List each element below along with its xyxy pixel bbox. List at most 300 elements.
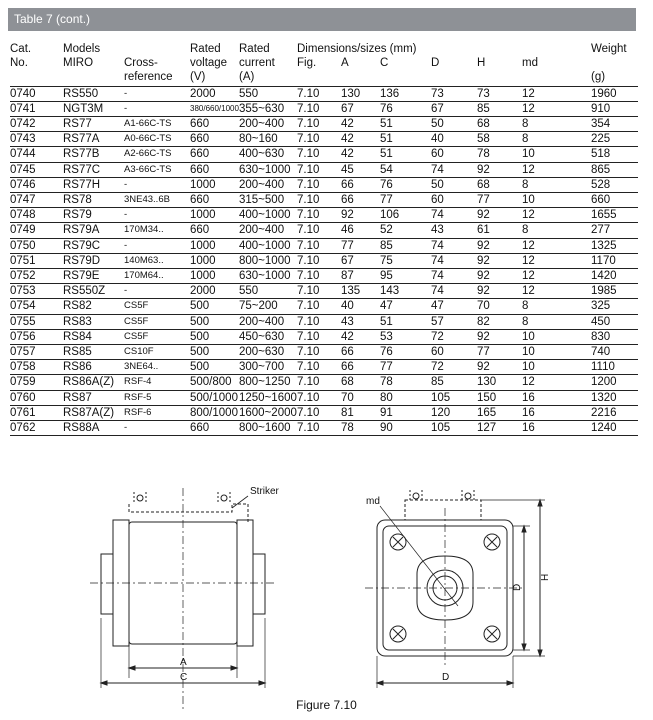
cell-i: 630~1000 (239, 162, 297, 177)
cell-xref: 3NE43..6B (124, 193, 190, 208)
cell-v: 500 (190, 299, 239, 314)
cell-c: 80 (380, 390, 431, 405)
table-row (10, 223, 638, 238)
cell-c: 51 (380, 314, 431, 329)
cell-c: 95 (380, 269, 431, 284)
cell-a: 66 (341, 345, 380, 360)
cell-h: 92 (477, 238, 522, 253)
cell-miro: RS87A(Z) (63, 405, 124, 420)
cell-v: 380/660/1000 (190, 101, 239, 116)
figure-caption: Figure 7.10 (296, 698, 357, 712)
cell-w: 1110 (591, 360, 638, 375)
cell-d: 72 (431, 360, 477, 375)
cell-w: 450 (591, 314, 638, 329)
cell-h: 61 (477, 223, 522, 238)
cell-a: 42 (341, 147, 380, 162)
cell-xref: - (124, 238, 190, 253)
cell-cat: 0755 (10, 314, 63, 329)
table-row (10, 101, 638, 116)
table-row (10, 162, 638, 177)
cell-xref: CS5F (124, 314, 190, 329)
cell-fig: 7.10 (297, 314, 341, 329)
cell-fig: 7.10 (297, 147, 341, 162)
header-miro: MIRO (63, 57, 94, 70)
cell-h: 68 (477, 177, 522, 192)
cell-md: 12 (522, 86, 591, 101)
header-fig: Fig. (297, 57, 317, 70)
cell-fig: 7.10 (297, 329, 341, 344)
header-blank-8 (522, 70, 591, 86)
cell-w: 528 (591, 177, 638, 192)
cell-xref: A1-66C-TS (124, 117, 190, 132)
table-row (10, 147, 638, 162)
cell-d: 50 (431, 177, 477, 192)
cell-miro: NGT3M (63, 101, 124, 116)
cell-cat: 0760 (10, 390, 63, 405)
cell-cat: 0751 (10, 253, 63, 268)
cell-v: 1000 (190, 208, 239, 223)
cell-a: 68 (341, 375, 380, 390)
header-cross-2: reference (124, 70, 190, 86)
cell-w: 325 (591, 299, 638, 314)
cell-c: 51 (380, 132, 431, 147)
cell-miro: RS88A (63, 421, 124, 436)
cell-v: 500 (190, 329, 239, 344)
cell-xref: - (124, 86, 190, 101)
cell-i: 75~200 (239, 299, 297, 314)
fuse-drawing (0, 478, 653, 720)
cell-w: 1170 (591, 253, 638, 268)
header-a: A (341, 57, 349, 70)
cell-md: 10 (522, 193, 591, 208)
header-models: Models (63, 43, 101, 55)
cell-v: 1000 (190, 253, 239, 268)
cell-a: 70 (341, 390, 380, 405)
cell-h: 73 (477, 86, 522, 101)
cell-a: 67 (341, 253, 380, 268)
cell-i: 300~700 (239, 360, 297, 375)
cell-md: 8 (522, 177, 591, 192)
header-blank-4 (341, 70, 380, 86)
cell-fig: 7.10 (297, 269, 341, 284)
cell-fig: 7.10 (297, 223, 341, 238)
cell-d: 60 (431, 345, 477, 360)
cell-v: 660 (190, 117, 239, 132)
cell-i: 200~400 (239, 177, 297, 192)
cell-a: 77 (341, 238, 380, 253)
header-current-2: current (239, 57, 275, 70)
cell-xref: - (124, 284, 190, 299)
cell-v: 500 (190, 314, 239, 329)
header-weight-blank (591, 56, 638, 70)
cell-d: 73 (431, 86, 477, 101)
cell-v: 2000 (190, 284, 239, 299)
label-a: A (180, 657, 187, 668)
table-title-bar (8, 8, 636, 31)
cell-c: 143 (380, 284, 431, 299)
cell-fig: 7.10 (297, 193, 341, 208)
cell-xref: A3-66C-TS (124, 162, 190, 177)
cell-xref: A2-66C-TS (124, 147, 190, 162)
cell-a: 45 (341, 162, 380, 177)
cell-i: 200~400 (239, 117, 297, 132)
cell-v: 660 (190, 132, 239, 147)
cell-fig: 7.10 (297, 390, 341, 405)
table-title: Table 7 (cont.) (14, 12, 91, 26)
cell-miro: RS77C (63, 162, 124, 177)
header-row-3 (10, 70, 638, 86)
cell-fig: 7.10 (297, 238, 341, 253)
header-cat: Cat. (10, 43, 32, 55)
cell-a: 87 (341, 269, 380, 284)
label-c: C (180, 672, 188, 683)
cell-md: 12 (522, 101, 591, 116)
header-row-1 (10, 40, 638, 56)
cell-a: 78 (341, 421, 380, 436)
cell-c: 90 (380, 421, 431, 436)
cell-w: 830 (591, 329, 638, 344)
cell-xref: 170M34.. (124, 223, 190, 238)
table-row (10, 375, 638, 390)
cell-md: 12 (522, 238, 591, 253)
cell-d: 105 (431, 421, 477, 436)
cell-fig: 7.10 (297, 132, 341, 147)
cell-d: 74 (431, 284, 477, 299)
cell-cat: 0750 (10, 238, 63, 253)
right-blade (253, 554, 265, 614)
cell-a: 130 (341, 86, 380, 101)
cell-xref: CS10F (124, 345, 190, 360)
cell-h: 92 (477, 284, 522, 299)
cell-i: 200~630 (239, 345, 297, 360)
side-screw-left (137, 495, 143, 501)
cell-xref: CS5F (124, 329, 190, 344)
cell-xref: - (124, 101, 190, 116)
cell-d: 47 (431, 299, 477, 314)
cell-cat: 0742 (10, 117, 63, 132)
cell-v: 1000 (190, 238, 239, 253)
table-row (10, 405, 638, 420)
header-md: md (522, 57, 538, 70)
cell-i: 800~1600 (239, 421, 297, 436)
cell-cat: 0745 (10, 162, 63, 177)
table-row (10, 132, 638, 147)
cell-a: 42 (341, 132, 380, 147)
header-voltage: Rated (190, 43, 221, 55)
cell-miro: RS550Z (63, 284, 124, 299)
cell-v: 500/800 (190, 375, 239, 390)
cell-i: 550 (239, 284, 297, 299)
cell-fig: 7.10 (297, 299, 341, 314)
label-d-vertical: D (512, 583, 523, 591)
cell-c: 47 (380, 299, 431, 314)
cell-w: 1200 (591, 375, 638, 390)
cell-v: 660 (190, 223, 239, 238)
cell-c: 136 (380, 86, 431, 101)
cell-fig: 7.10 (297, 375, 341, 390)
cell-w: 1325 (591, 238, 638, 253)
table-row (10, 360, 638, 375)
cell-i: 800~1000 (239, 253, 297, 268)
cell-c: 77 (380, 193, 431, 208)
cell-h: 92 (477, 360, 522, 375)
header-voltage-unit: (V) (190, 70, 239, 86)
table-row (10, 314, 638, 329)
table-row (10, 193, 638, 208)
cell-cat: 0744 (10, 147, 63, 162)
cell-i: 1600~2000 (239, 406, 297, 419)
cell-a: 66 (341, 360, 380, 375)
cell-c: 76 (380, 177, 431, 192)
cell-h: 127 (477, 421, 522, 436)
cell-w: 910 (591, 101, 638, 116)
cell-md: 8 (522, 132, 591, 147)
cell-miro: RS86A(Z) (63, 375, 124, 390)
cell-xref: CS5F (124, 299, 190, 314)
cell-v: 1000 (190, 269, 239, 284)
cell-i: 400~1000 (239, 238, 297, 253)
cell-cat: 0762 (10, 421, 63, 436)
cell-v: 500 (190, 360, 239, 375)
cell-xref: - (124, 208, 190, 223)
cell-c: 78 (380, 375, 431, 390)
cell-w: 518 (591, 147, 638, 162)
cell-c: 51 (380, 117, 431, 132)
cell-w: 1655 (591, 208, 638, 223)
cell-md: 8 (522, 223, 591, 238)
cell-md: 12 (522, 269, 591, 284)
header-dims: Dimensions/sizes (mm) (297, 43, 417, 55)
cell-cat: 0757 (10, 345, 63, 360)
cell-xref: A0-66C-TS (124, 132, 190, 147)
cell-d: 67 (431, 101, 477, 116)
cell-h: 92 (477, 253, 522, 268)
cell-cat: 0746 (10, 177, 63, 192)
cell-md: 12 (522, 162, 591, 177)
cell-fig: 7.10 (297, 177, 341, 192)
cell-a: 46 (341, 223, 380, 238)
cell-fig: 7.10 (297, 421, 341, 436)
cell-md: 16 (522, 390, 591, 405)
cell-d: 72 (431, 329, 477, 344)
cell-c: 106 (380, 208, 431, 223)
cell-w: 2216 (591, 405, 638, 420)
cell-miro: RS79 (63, 208, 124, 223)
cell-c: 53 (380, 329, 431, 344)
cell-i: 80~160 (239, 132, 297, 147)
cell-i: 400~630 (239, 147, 297, 162)
cell-i: 800~1250 (239, 375, 297, 390)
left-blade (101, 554, 113, 614)
cell-fig: 7.10 (297, 345, 341, 360)
table-row (10, 177, 638, 192)
cell-md: 10 (522, 345, 591, 360)
cell-a: 40 (341, 299, 380, 314)
cell-md: 16 (522, 421, 591, 436)
cell-cat: 0741 (10, 101, 63, 116)
cell-md: 12 (522, 208, 591, 223)
header-weight: Weight (591, 43, 627, 55)
cell-d: 40 (431, 132, 477, 147)
cell-miro: RS77A (63, 132, 124, 147)
cell-h: 77 (477, 193, 522, 208)
cell-miro: RS78 (63, 193, 124, 208)
cell-cat: 0759 (10, 375, 63, 390)
cell-c: 54 (380, 162, 431, 177)
cell-md: 8 (522, 117, 591, 132)
striker-label: Striker (250, 486, 279, 497)
cell-a: 43 (341, 314, 380, 329)
cell-fig: 7.10 (297, 208, 341, 223)
cell-i: 200~400 (239, 314, 297, 329)
header-current: Rated (239, 43, 270, 55)
cell-w: 1960 (591, 86, 638, 101)
cell-a: 42 (341, 117, 380, 132)
cell-i: 550 (239, 86, 297, 101)
cell-w: 660 (591, 193, 638, 208)
cell-miro: RS77 (63, 117, 124, 132)
table-row (10, 253, 638, 268)
cell-a: 67 (341, 101, 380, 116)
header-blank-7 (477, 70, 522, 86)
cell-miro: RS86 (63, 360, 124, 375)
header-d: D (431, 57, 440, 70)
cell-d: 60 (431, 147, 477, 162)
header-blank-5 (380, 70, 431, 86)
cell-miro: RS79D (63, 253, 124, 268)
cell-cat: 0754 (10, 299, 63, 314)
header-cross: Cross- (124, 57, 158, 70)
cell-fig: 7.10 (297, 86, 341, 101)
cell-w: 865 (591, 162, 638, 177)
cell-fig: 7.10 (297, 405, 341, 420)
cell-d: 74 (431, 238, 477, 253)
side-screw-right (221, 495, 227, 501)
cell-xref: - (124, 421, 190, 436)
cell-fig: 7.10 (297, 284, 341, 299)
header-blank-1 (10, 70, 63, 86)
cell-w: 277 (591, 223, 638, 238)
cell-d: 120 (431, 405, 477, 420)
cell-miro: RS87 (63, 390, 124, 405)
header-weight-unit: (g) (591, 70, 638, 86)
cell-c: 52 (380, 223, 431, 238)
table-row (10, 299, 638, 314)
cell-h: 58 (477, 132, 522, 147)
cell-h: 85 (477, 101, 522, 116)
cell-md: 16 (522, 405, 591, 420)
cell-md: 10 (522, 329, 591, 344)
cell-v: 660 (190, 193, 239, 208)
cell-a: 81 (341, 405, 380, 420)
cell-c: 85 (380, 238, 431, 253)
cell-cat: 0758 (10, 360, 63, 375)
cell-c: 75 (380, 253, 431, 268)
cell-i: 450~630 (239, 329, 297, 344)
cell-cat: 0752 (10, 269, 63, 284)
cell-h: 70 (477, 299, 522, 314)
cell-xref: RSF-5 (124, 390, 190, 405)
cell-miro: RS85 (63, 345, 124, 360)
cell-xref: - (124, 177, 190, 192)
header-current-unit: (A) (239, 70, 297, 86)
cell-h: 150 (477, 390, 522, 405)
cell-v: 800/1000 (190, 406, 238, 419)
cell-d: 43 (431, 223, 477, 238)
striker-housing (129, 504, 248, 522)
cell-d: 74 (431, 208, 477, 223)
cell-v: 2000 (190, 86, 239, 101)
label-h: H (540, 573, 551, 581)
cell-c: 77 (380, 360, 431, 375)
cell-i: 400~1000 (239, 208, 297, 223)
md-label: md (366, 496, 380, 507)
cell-c: 76 (380, 345, 431, 360)
cell-i: 200~400 (239, 223, 297, 238)
header-voltage-2: voltage (190, 57, 228, 70)
header-blank-6 (431, 70, 477, 86)
cell-h: 78 (477, 147, 522, 162)
header-h: H (477, 57, 486, 70)
cell-w: 1420 (591, 269, 638, 284)
cell-fig: 7.10 (297, 162, 341, 177)
cell-h: 82 (477, 314, 522, 329)
table-row (10, 117, 638, 132)
cell-d: 74 (431, 269, 477, 284)
cell-h: 92 (477, 269, 522, 284)
cell-v: 660 (190, 421, 239, 436)
cell-xref: 140M63.. (124, 253, 190, 268)
table-row (10, 345, 638, 360)
cell-md: 12 (522, 284, 591, 299)
cell-cat: 0753 (10, 284, 63, 299)
cell-md: 8 (522, 314, 591, 329)
cell-md: 8 (522, 299, 591, 314)
cell-cat: 0748 (10, 208, 63, 223)
cell-a: 42 (341, 329, 380, 344)
cell-v: 660 (190, 162, 239, 177)
cell-cat: 0740 (10, 86, 63, 101)
cell-miro: RS79E (63, 269, 124, 284)
cell-w: 1985 (591, 284, 638, 299)
cell-md: 10 (522, 147, 591, 162)
cell-miro: RS84 (63, 329, 124, 344)
cell-w: 740 (591, 345, 638, 360)
cell-v: 660 (190, 147, 239, 162)
cell-d: 60 (431, 193, 477, 208)
cell-i: 630~1000 (239, 269, 297, 284)
cell-h: 92 (477, 208, 522, 223)
cell-h: 130 (477, 375, 522, 390)
cell-v: 500 (190, 345, 239, 360)
cell-d: 57 (431, 314, 477, 329)
cell-xref: 3NE64.. (124, 360, 190, 375)
cell-miro: RS77H (63, 177, 124, 192)
cell-cat: 0749 (10, 223, 63, 238)
cell-a: 92 (341, 208, 380, 223)
cell-d: 50 (431, 117, 477, 132)
cell-w: 354 (591, 117, 638, 132)
cell-miro: RS83 (63, 314, 124, 329)
cell-fig: 7.10 (297, 253, 341, 268)
cell-miro: RS79C (63, 238, 124, 253)
fuse-spec-table (10, 40, 638, 436)
table-row (10, 238, 638, 253)
table-row (10, 421, 638, 436)
cell-miro: RS77B (63, 147, 124, 162)
cell-i: 1250~1600 (239, 391, 297, 404)
cell-md: 10 (522, 360, 591, 375)
